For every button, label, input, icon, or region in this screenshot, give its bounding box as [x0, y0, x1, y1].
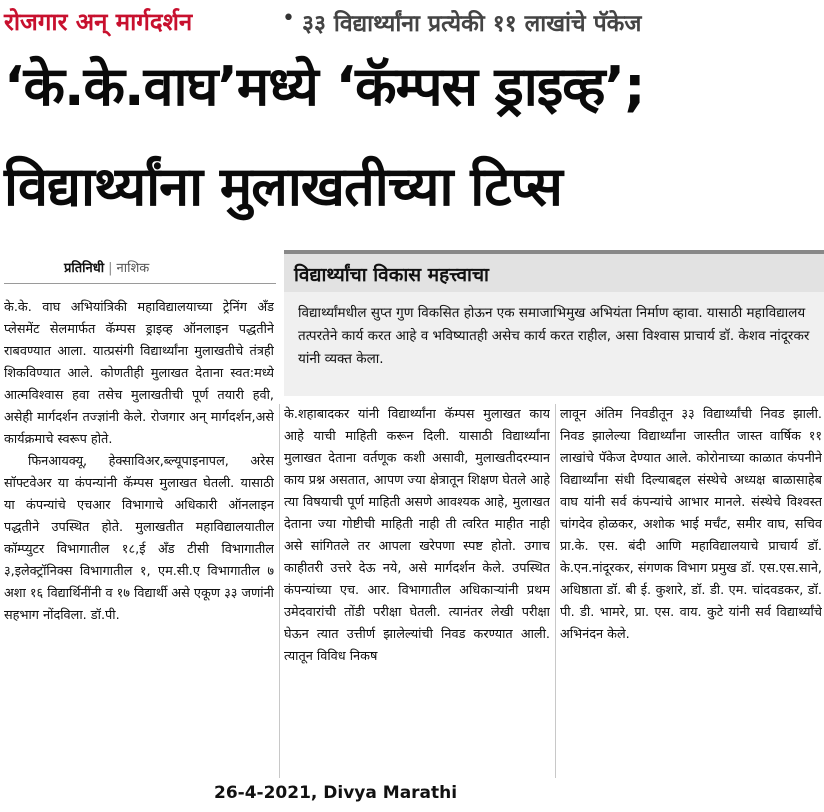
bullet-separator: •: [282, 6, 295, 31]
kicker-bar: [0, 0, 824, 46]
sidebar-box-heading: विद्यार्थ्यांचा विकास महत्त्वाचा: [294, 264, 489, 286]
article-paragraph: लावून अंतिम निवडीतून ३३ विद्यार्थ्यांची निवड झाली. निवड झालेल्या विद्यार्थ्यांना जास्तीत जास्त वार्षिक ११ लाखांचे पॅकेज देण्यात आले. कोरोनाच्या काळात कंपनीने विद्यार्थ्यांना संधी दिल्याबद्दल संस्थेचे अध्यक्ष बाळासाहेब वाघ यांनी सर्व कंपन्यांचे आभार मानले. संस्थेचे विश्वस्त चांगदेव होळकर, अशोक भाई मर्चंट, समीर वाघ, सचिव प्रा.के. एस. बंदी आणि महाविद्यालयाचे प्राचार्य डॉ. के.एन.नांदूरकर, संगणक विभाग प्रमुख डॉ. एस.एस.साने, अधिष्ठाता डॉ. बी ई. कुशारे, डॉ. डी. एम. चांदवडकर, डॉ. पी. डी. भामरे, प्रा. एस. वाय. कुटे यांनी सर्व विद्यार्थ्यांचे अभिनंदन केले.: [560, 407, 822, 642]
article-column-2: [284, 404, 550, 780]
column-divider: [555, 404, 556, 778]
byline: [64, 258, 149, 276]
headline-line-2: विद्यार्थ्यांना मुलाखतीच्या टिप्स: [4, 155, 562, 218]
article-paragraph: के.शहाबादकर यांनी विद्यार्थ्यांना कॅम्पस मुलाखत काय आहे याची माहिती करून दिली. यासाठी विद्यार्थ्यांना मुलाखत देताना वर्तणूक कशी असावी, मुलाखतीदरम्यान काय प्रश्न असतात, आपण ज्या क्षेत्रातून शिक्षण घेतले आहे त्या विषयाची पूर्ण माहिती असणे आवश्यक आहे, मुलाखत देताना ज्या गोष्टीची माहिती नाही ती त्वरित माहीत नाही असे सांगितले तर आपला खरेपणा स्पष्ट होतो. उगाच काहीतरी उत्तरे देऊ नये, असे मार्गदर्शन केले. उपस्थित कंपन्यांच्या एच. आर. विभागातील अधिकाऱ्यांनी प्रथम उमेदवारांची तोंडी परीक्षा घेतली. त्यानंतर लेखी परीक्षा घेऊन त्यात उत्तीर्ण झालेल्यांची निवड करण्यात आली. त्यातून विविध निकष: [284, 407, 550, 664]
article-column-3: [560, 404, 822, 780]
sidebar-box: [284, 292, 824, 396]
sidebar-box-header: [284, 254, 824, 292]
article-paragraph: के.के. वाघ अभियांत्रिकी महाविद्यालयाच्या ट्रेनिंग अँड प्लेसमेंट सेलमार्फत कॅम्पस ड्राइव्ह ऑनलाइन पद्धतीने राबवण्यात आला. यात्प्रसंगी विद्यार्थ्यांना मुलाखतीचे तंत्रही शिकविण्यात आले. कोणतीही मुलाखत देताना स्वत:मध्ये आत्मविश्वास हवा तसेच मुलाखतीची पूर्ण तयारी हवी, असेही मार्गदर्शन तज्ज्ञांनी केले. रोजगार अन् मार्गदर्शन,असे कार्यक्रमाचे स्वरूप होते.: [4, 300, 274, 447]
section-label: रोजगार अन् मार्गदर्शन: [4, 8, 193, 36]
column-divider: [279, 404, 280, 778]
byline-separator: |: [108, 261, 113, 276]
article-paragraph: फिनआयक्यू, हेक्साविअर,ब्ल्यूपाइनापल, अरेस सॉफ्टवेअर या कंपन्यांनी कॅम्पस मुलाखत घेतली. यासाठी या कंपन्यांचे एचआर विभागाचे अधिकारी ऑनलाइन पद्धतीने उपस्थित होते. मुलाखतीत महाविद्यालयातील कॉम्प्युटर विभागातील १८,ई अँड टीसी विभागातील ३,इलेक्ट्रॉनिक्स विभागातील १, एम.सी.ए विभागातील ७ अशा १६ विद्यार्थिनींनी व १७ विद्यार्थी असे एकूण ३३ जणांनी सहभाग नोंदविला. डॉ.पी.: [4, 454, 274, 623]
sidebar-box-text: विद्यार्थ्यांमधील सुप्त गुण विकसित होऊन एक समाजाभिमुख अभियंता निर्माण व्हावा. यासाठी महाविद्यालय तत्परतेने कार्य करत आहे व भविष्यातही असेच कार्य करत राहील, असा विश्वास प्राचार्य डॉ. केशव नांदूरकर यांनी व्यक्त केला.: [298, 305, 810, 367]
byline-city: नाशिक: [116, 261, 150, 276]
byline-divider: [4, 283, 276, 284]
article-column-1: [4, 297, 274, 781]
byline-reporter: प्रतिनिधी: [64, 261, 105, 276]
sub-headline: ३३ विद्यार्थ्यांना प्रत्येकी ११ लाखांचे पॅकेज: [302, 11, 642, 37]
source-caption: 26-4-2021, Divya Marathi: [214, 783, 458, 803]
headline-line-1: ‘के.के.वाघ’मध्ये ‘कॅम्पस ड्राइव्ह’;: [4, 55, 645, 118]
